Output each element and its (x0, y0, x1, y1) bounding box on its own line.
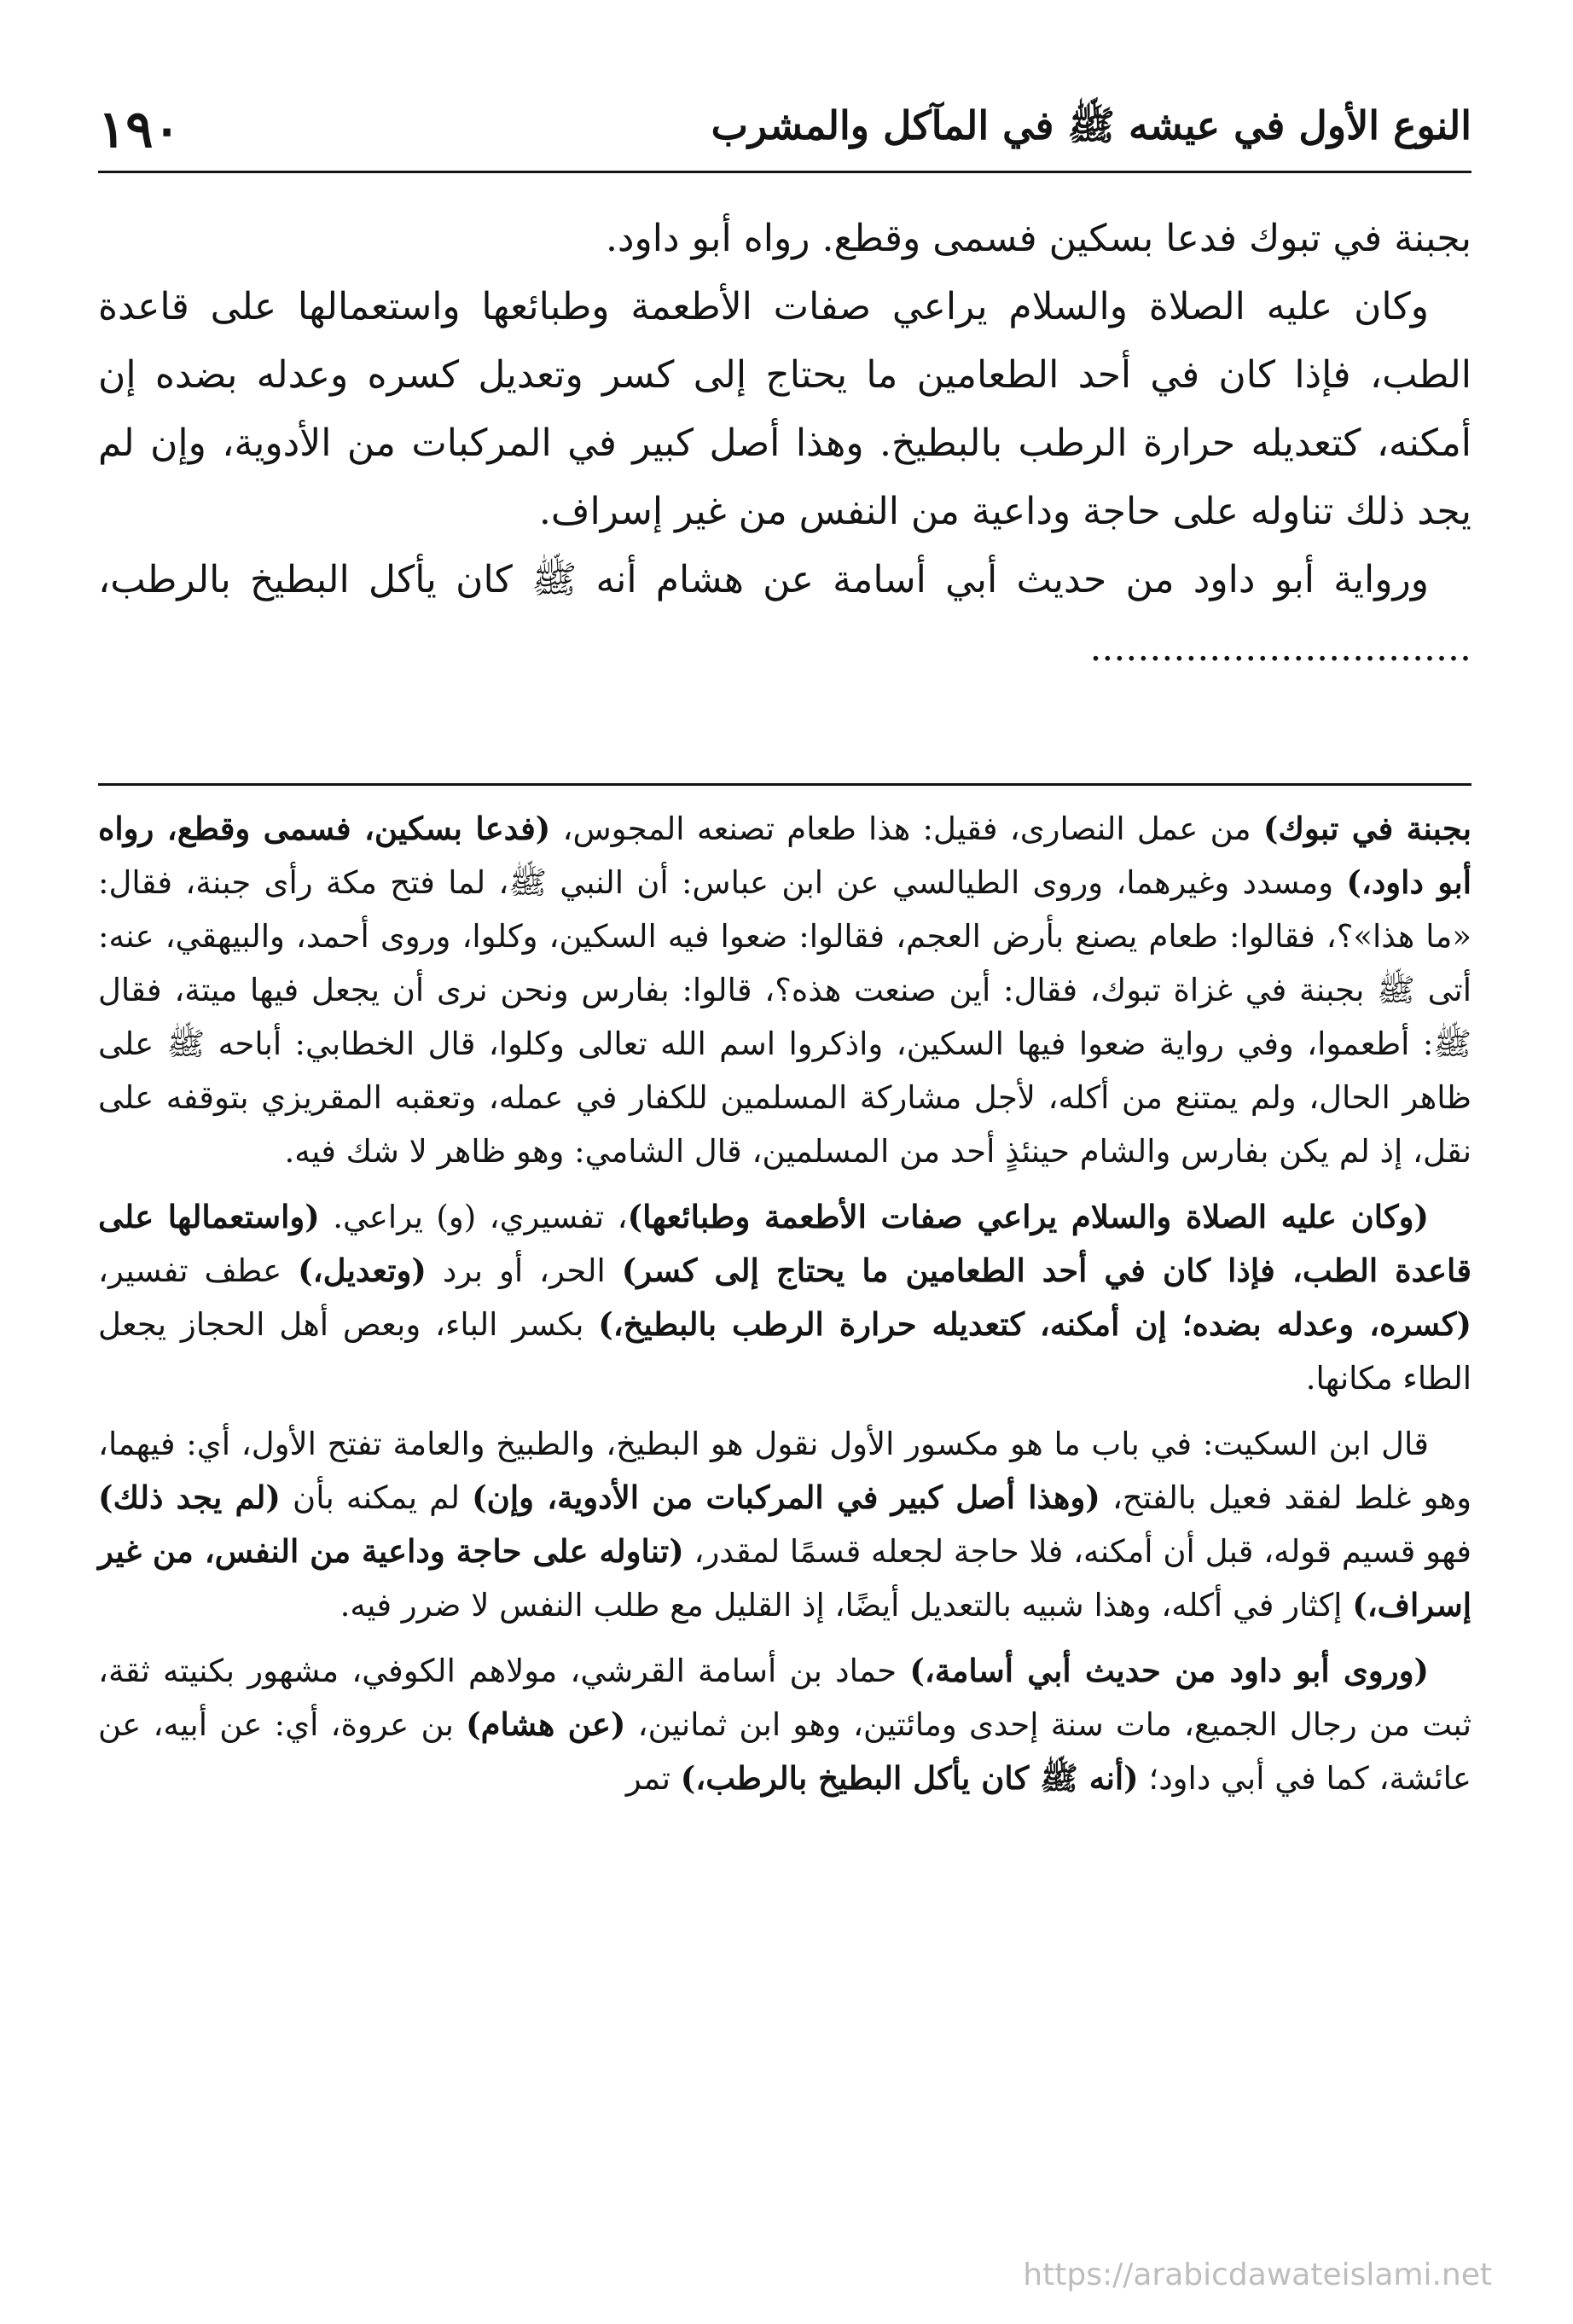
commentary-segment: الحر، أو برد (426, 1252, 622, 1289)
quoted-lemma: (عن هشام) (466, 1705, 626, 1743)
quoted-lemma: (فدعا بسكين، فسمى وقطع، رواه أبو داود،) (98, 810, 1471, 901)
commentary-paragraph (98, 1190, 1471, 1405)
commentary-paragraph (98, 1644, 1471, 1805)
main-text (98, 205, 1471, 683)
quoted-lemma: (وكان عليه الصلاة والسلام يراعي صفات الأطعمة وطبائعها) (627, 1198, 1430, 1235)
quoted-lemma: بجبنة في تبوك) (1262, 810, 1472, 847)
commentary-paragraph (98, 1417, 1471, 1632)
commentary-segment: ، تفسيري، (و) يراعي. (319, 1199, 628, 1235)
commentary-segment: بكسر الباء، وبعص أهل الحجاز يجعل الطاء مكانها. (98, 1306, 1471, 1397)
commentary-segment: حماد بن أسامة القرشي، مولاهم الكوفي، مشهور بكنيته ثقة، ثبت من رجال الجميع، مات سنة إحدى ومائتين، وهو ابن ثمانين، (98, 1653, 1471, 1743)
page-header (98, 96, 1471, 164)
website-watermark: https://arabicdawateislami.net (1023, 2257, 1492, 2292)
commentary-text (98, 802, 1471, 1817)
quoted-lemma: (كسره، وعدله بضده؛ إن أمكنه، كتعديله حرارة الرطب بالبطيخ،) (598, 1305, 1471, 1343)
main-text-paragraph-3 (98, 546, 1471, 683)
main-text-paragraph-3-text: ورواية أبو داود من حديث أبي أسامة عن هشام أنه ﷺ كان يأكل البطيخ بالرطب، (98, 558, 1429, 601)
commentary-segment: قال ابن السكيت: في باب ما هو مكسور الأول نقول هو البطيخ، والطبيخ والعامة تفتح الأول، أي: فيهما، وهو غلط لفقد فعيل بالفتح، (98, 1426, 1472, 1516)
quoted-lemma: (لم يجد ذلك) (98, 1479, 281, 1516)
quoted-lemma: (وتعديل،) (298, 1252, 427, 1289)
quoted-lemma: (وهذا أصل كبير في المركبات من الأدوية، وإن) (472, 1479, 1100, 1516)
main-text-paragraph-2: وكان عليه الصلاة والسلام يراعي صفات الأطعمة وطبائعها واستعمالها على قاعدة الطب، فإذا كان في أحد الطعامين ما يحتاج إلى كسر وتعديل كسره وعدله بضده إن أمكنه، كتعديله حرارة الرطب بالبطيخ. وهذا أصل كبير في المركبات من الأدوية، وإن لم يجد ذلك تناوله على حاجة وداعية من النفس من غير إسراف. (98, 285, 1471, 533)
quoted-lemma: (تناوله على حاجة وداعية من النفس، من غير إسراف،) (98, 1532, 1471, 1624)
main-text-paragraph-1: بجبنة في تبوك فدعا بسكين فسمى وقطع. رواه أبو داود. (605, 217, 1471, 260)
quoted-lemma: (وروى أبو داود من حديث أبي أسامة،) (909, 1652, 1430, 1689)
running-title: النوع الأول في عيشه ﷺ في المآكل والمشرب (711, 102, 1471, 148)
page-number: ١٩٠ (98, 100, 181, 160)
commentary-segment: عطف تفسير، (98, 1252, 299, 1289)
commentary-segment: فهو قسيم قوله، قبل أن أمكنه، فلا حاجة لجعله قسمًا لمقدر، (683, 1533, 1471, 1570)
commentary-paragraph (98, 802, 1471, 1178)
commentary-separator-rule (98, 783, 1471, 786)
commentary-segment: لم يمكنه بأن (280, 1479, 473, 1516)
commentary-segment: إكثار في أكله، وهذا شبيه بالتعديل أيضًا، إذ القليل مع طلب النفس لا ضرر فيه. (340, 1587, 1353, 1624)
commentary-segment: تمر (625, 1760, 681, 1797)
commentary-segment: من عمل النصارى، فقيل: هذا طعام تصنعه المجوس، (550, 810, 1263, 847)
quoted-lemma: (واستعمالها على قاعدة الطب، فإذا كان في أحد الطعامين ما يحتاج إلى كسر) (98, 1198, 1471, 1289)
commentary-segment: ومسدد وغيرهما، وروى الطيالسي عن ابن عباس: أن النبي ﷺ، لما فتح مكة رأى جبنة، فقال: «ما هذا»؟، فقالوا: طعام يصنع بأرض العجم، فقالوا: ضعوا فيه السكين، وكلوا، وروى أحمد، والبيهقي، عنه: أتى ﷺ بجبنة في غزاة تبوك، فقال: أين صنعت هذه؟، قالوا: بفارس ونحن نرى أن يجعل فيها ميتة، فقال ﷺ: أطعموا، وفي رواية ضعوا فيها السكين، واذكروا اسم الله تعالى وكلوا، قال الخطابي: أباحه ﷺ على ظاهر الحال، ولم يمتنع من أكله، لأجل مشاركة المسلمين للكفار في عمله، وتعقبه المقريزي بتوقفه على نقل، إذ لم يكن بفارس والشام حينئذٍ أحد من المسلمين، قال الشامي: وهو ظاهر لا شك فيه. (98, 864, 1471, 1170)
commentary-segment: بن عروة، أي: عن أبيه، عن عائشة، كما في أبي داود؛ (98, 1706, 1471, 1797)
quoted-lemma: (أنه ﷺ كان يأكل البطيخ بالرطب،) (680, 1759, 1139, 1797)
header-rule (98, 171, 1471, 173)
ellipsis-dots: ................................ (1089, 626, 1471, 670)
